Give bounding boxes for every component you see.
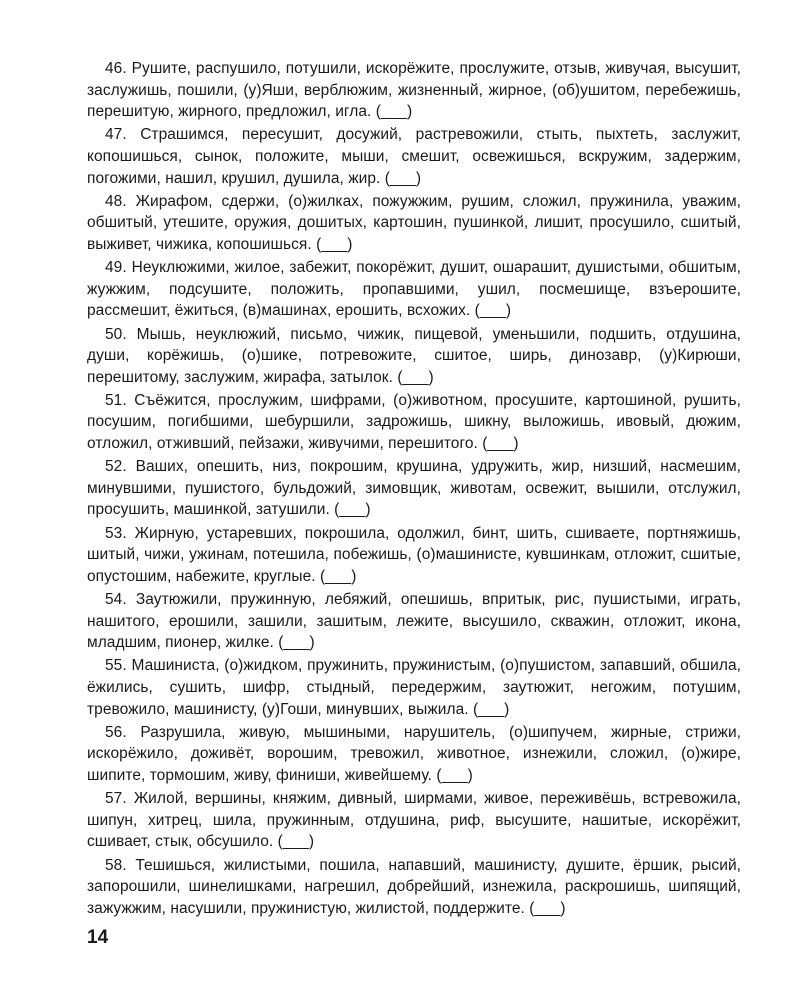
exercise-number: 50. (105, 325, 127, 343)
exercise-text: Жилой, вершины, княжим, дивный, ширмами, живое, переживёшь, встревожила, шипун, хитрец, шила, пружинным, отдушина, риф, высушите, нашитые, искорёжит, сшивает, стык, обсушило. (___) (87, 790, 741, 851)
exercise-number: 55. (105, 657, 127, 675)
exercise-53 (87, 523, 741, 588)
exercise-47 (87, 124, 741, 189)
exercise-52 (87, 456, 741, 521)
exercise-49 (87, 257, 741, 322)
exercise-text: Тешишься, жилистыми, пошила, напавший, машинисту, душите, ёршик, рысий, запорошили, шинелишками, нагрешил, добрейший, изнежила, раскрошишь, шипящий, зажужжим, насушили, пружинистую, жилистой, поддержите. (___) (87, 856, 742, 917)
exercise-number: 58. (105, 856, 127, 874)
exercise-54 (87, 589, 741, 654)
exercise-number: 57. (105, 790, 127, 808)
exercise-number: 52. (105, 458, 127, 476)
exercise-number: 51. (105, 391, 127, 409)
exercise-text: Жирафом, сдержи, (о)жилках, пожужжим, рушим, сложил, пружинила, уважим, обшитый, утешите, оружия, дошитых, картошин, пушинкой, лишит, просушило, сшитый, выживет, чижика, копошишься. (___) (87, 192, 742, 253)
exercise-list (87, 58, 741, 921)
exercise-number: 48. (105, 192, 127, 210)
exercise-55 (87, 655, 741, 720)
exercise-number: 46. (105, 60, 127, 77)
exercise-56 (87, 722, 741, 787)
exercise-text: Заутюжили, пружинную, лебяжий, опешишь, впритык, рис, пушистыми, играть, нашитого, ерошили, зашили, зашитым, лежите, высушило, скважин, отложит, икона, младшим, пионер, жилке. (___) (87, 591, 741, 652)
exercise-text: Страшимся, пересушит, досужий, растревожили, стыть, пыхтеть, заслужит, копошишься, сынок, положите, мыши, смешит, освежишься, вскружим, задержим, погожими, нашил, крушил, душила, жир. (___) (87, 126, 741, 187)
exercise-number: 53. (105, 524, 127, 542)
exercise-text: Жирную, устаревших, покрошила, одолжил, бинт, шить, сшиваете, портняжишь, шитый, чижи, ужинам, потешила, побежишь, (о)машинисте, кувшинкам, отложит, сшитые, опустошим, набежите, круглые. (___) (87, 524, 742, 585)
exercise-number: 49. (105, 259, 127, 277)
exercise-48 (87, 191, 741, 256)
exercise-57 (87, 788, 741, 853)
exercise-51 (87, 390, 741, 455)
exercise-text: Машиниста, (о)жидком, пружинить, пружинистым, (о)пушистом, запавший, обшила, ёжились, сушить, шифр, стыдный, передержим, заутюжит, негожим, потушим, тревожило, машинисту, (у)Гоши, минувших, выжила. (___) (87, 657, 741, 718)
exercise-text: Неуклюжими, жилое, забежит, покорёжит, душит, ошарашит, душистыми, обшитым, жужжим, подсушите, положить, пропавшими, ушил, посмешище, взъерошите, рассмешит, ёжиться, (в)машинах, ерошить, всхожих. (___) (87, 259, 742, 320)
exercise-text: Мышь, неуклюжий, письмо, чижик, пищевой, уменьшили, подшить, отдушина, души, корёжишь, (о)шике, потревожите, сшитое, ширь, динозавр, (у)Кирюши, перешитому, заслужим, жирафа, затылок. (___) (87, 325, 741, 386)
exercise-46 (87, 58, 741, 123)
page-number: 14 (87, 927, 109, 948)
exercise-number: 56. (105, 723, 127, 741)
exercise-50 (87, 324, 741, 389)
exercise-text: Рушите, распушило, потушили, искорёжите, прослужите, отзыв, живучая, высушит, заслужишь, пошили, (у)Яши, верблюжим, жизненный, жирное, (об)ушитом, перебежишь, перешитую, жирного, предложил, игла. (___) (87, 60, 741, 121)
exercise-text: Разрушила, живую, мышиными, нарушитель, (о)шипучем, жирные, стрижи, искорёжило, доживёт, ворошим, тревожил, животное, изнежили, сложил, (о)жире, шипите, тормошим, живу, финиши, живейшему. (___) (87, 723, 742, 784)
exercise-text: Съёжится, прослужим, шифрами, (о)животном, просушите, картошиной, рушить, посушим, погибшими, шебуршили, задрожишь, шикну, выложишь, ивовый, дюжим, отложил, отживший, пейзажи, живучими, перешитого. (___) (87, 391, 741, 453)
exercise-text: Ваших, опешить, низ, покрошим, крушина, удружить, жир, низший, насмешим, минувшими, пушистого, бульдожий, зимовщик, животам, освежит, вышили, отслужил, просушить, машинкой, затушили. (___) (87, 458, 742, 519)
exercise-number: 54. (105, 591, 127, 608)
exercise-number: 47. (105, 126, 127, 144)
exercise-58 (87, 855, 741, 920)
